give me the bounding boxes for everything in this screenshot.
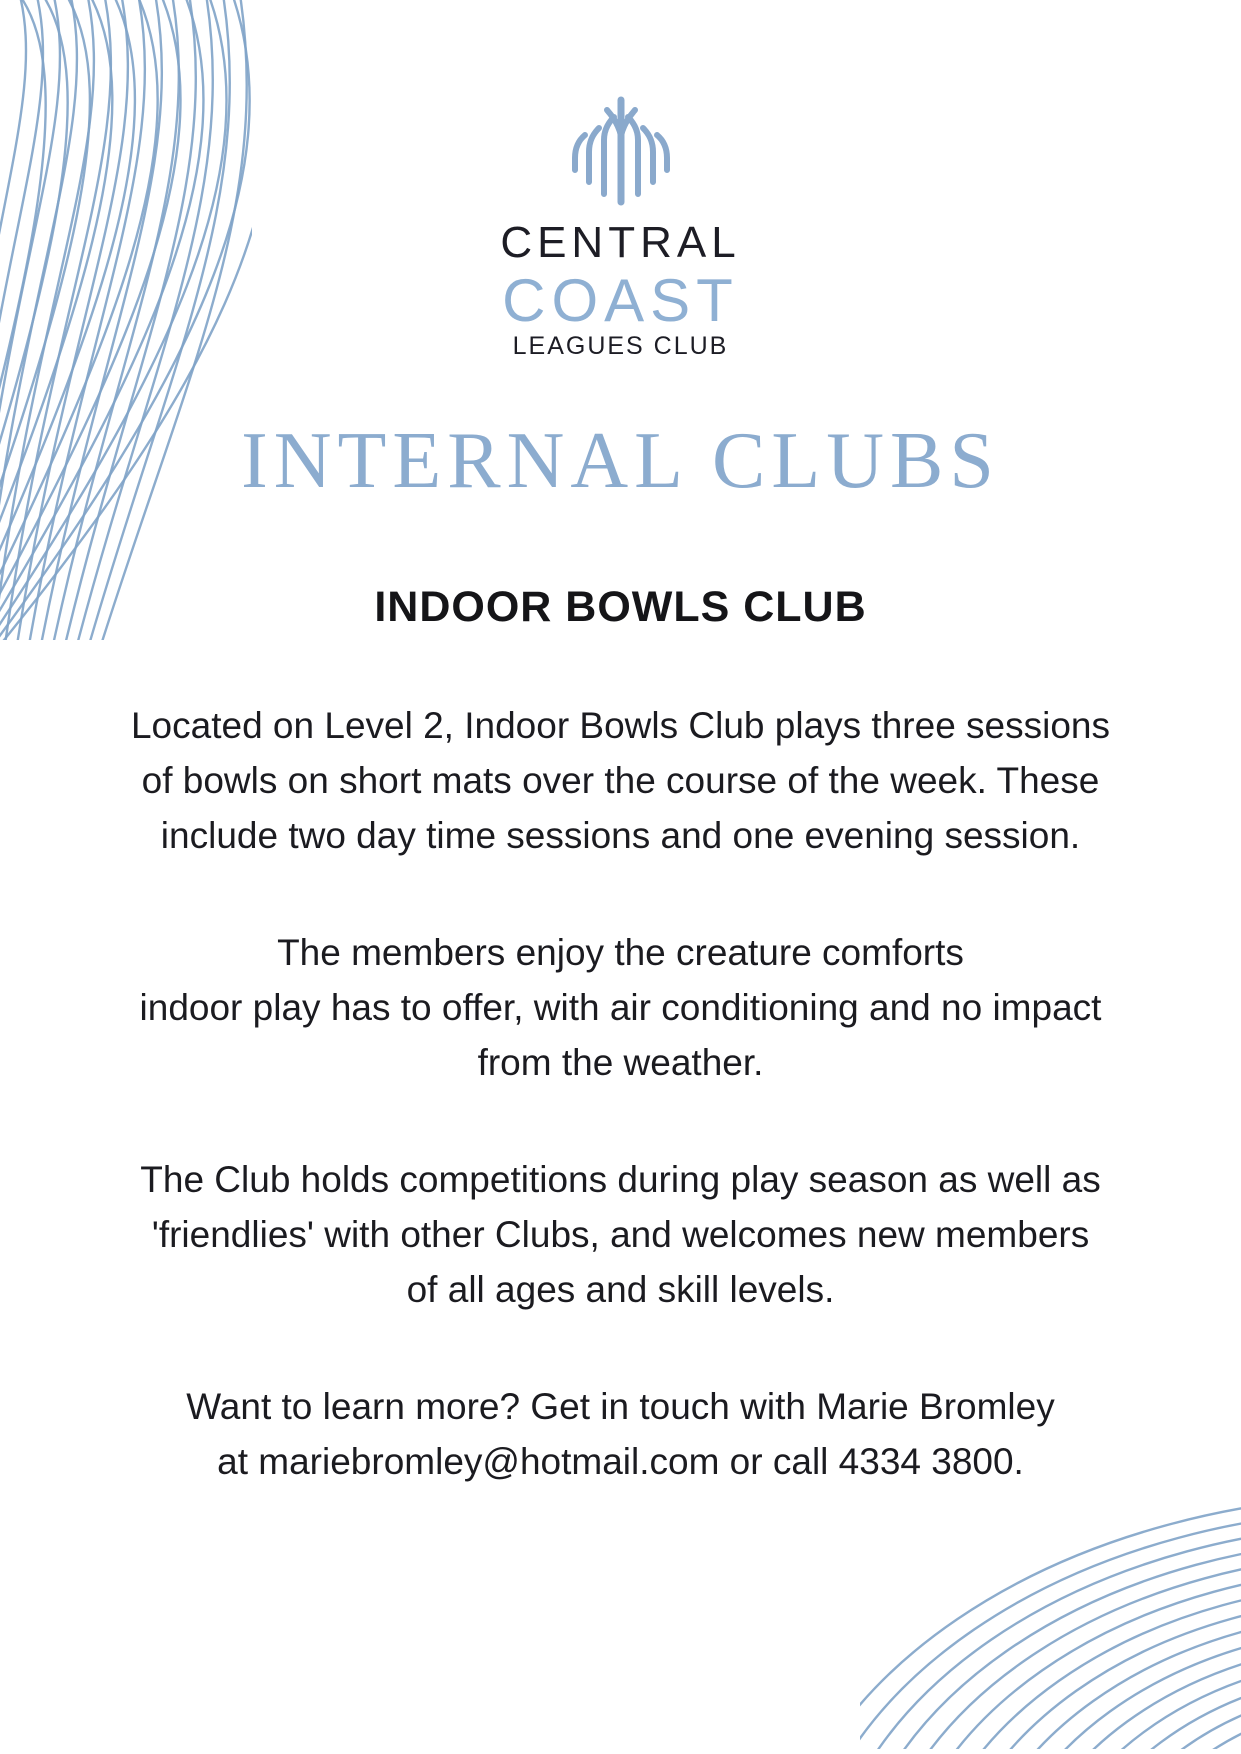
paragraph-line: Located on Level 2, Indoor Bowls Club plays three sessions <box>130 705 1111 746</box>
paragraph-line: include two day time sessions and one evening session. <box>160 815 1081 856</box>
paragraph-line: indoor play has to offer, with air conditioning and no impact <box>139 987 1102 1028</box>
paragraph-line: The Club holds competitions during play season as well as <box>140 1159 1101 1200</box>
paragraph-line: The members enjoy the creature comforts <box>277 932 964 973</box>
paragraph-line: from the weather. <box>477 1042 764 1083</box>
fountain-icon <box>556 94 686 209</box>
page-title: INTERNAL CLUBS <box>241 417 1000 505</box>
body-paragraph <box>31 698 1211 863</box>
body-copy <box>31 698 1211 1551</box>
paragraph-line: at mariebromley@hotmail.com or call 4334 3800. <box>217 1441 1024 1482</box>
paragraph-line: 'friendlies' with other Clubs, and welcomes new members <box>151 1214 1090 1255</box>
brand-name-coast: COAST <box>502 267 739 334</box>
paragraph-line: of all ages and skill levels. <box>406 1269 835 1310</box>
body-paragraph <box>31 1152 1211 1317</box>
body-paragraph <box>31 925 1211 1090</box>
brand-logo <box>556 94 686 214</box>
paragraph-line: Want to learn more? Get in touch with Marie Bromley <box>186 1386 1055 1427</box>
section-title: INDOOR BOWLS CLUB <box>374 583 867 631</box>
brand-tagline: LEAGUES CLUB <box>512 332 729 360</box>
body-paragraph <box>31 1379 1211 1489</box>
paragraph-line: of bowls on short mats over the course of the week. These <box>141 760 1100 801</box>
brand-name-central: CENTRAL <box>500 218 741 267</box>
